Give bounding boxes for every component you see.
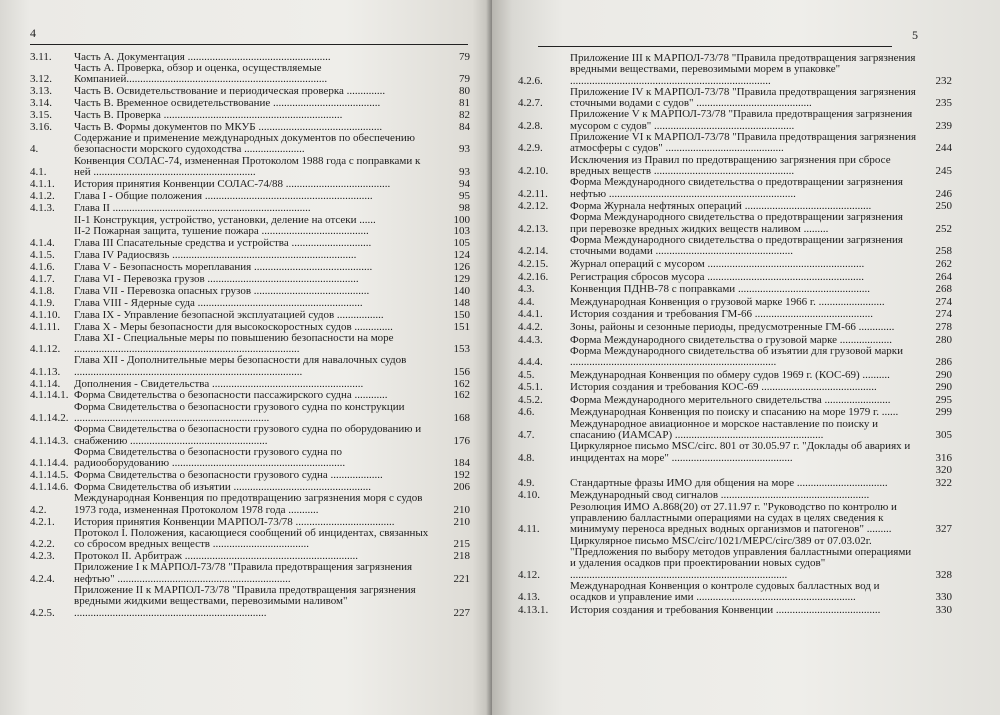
toc-entry-title: Форма Международного мерительного свидетельства ........................ xyxy=(570,393,891,406)
toc-entry-page: 246 xyxy=(935,187,952,200)
toc-entry-title: История принятия Конвенции МАРПОЛ-73/78 .................................... xyxy=(74,515,395,528)
toc-entry-page: 210 xyxy=(453,515,470,528)
toc-entry-title: Протокол I. Положения, касающиеся сообщений об инцидентах, связанных со сбросом вредных веществ ................................... xyxy=(74,526,429,551)
toc-entry-title: Глава VII - Перевозка опасных грузов .......................................... xyxy=(74,284,370,297)
toc-entry-number: 4.1. xyxy=(30,165,47,178)
toc-entry xyxy=(518,321,952,334)
toc-entry xyxy=(30,156,470,179)
toc-entry-number: 4.2. xyxy=(30,503,47,516)
toc-entry-title: Содержание и применение международных документов по обеспечению безопасности морского судоходства ...................... xyxy=(74,132,415,156)
toc-entry-page: 129 xyxy=(453,272,470,285)
toc-entry xyxy=(30,226,470,238)
toc-entry-number: 4.2.16. xyxy=(518,270,549,283)
toc-entry xyxy=(30,470,470,482)
toc-entry xyxy=(518,489,952,502)
toc-entry-number: 4.1.8. xyxy=(30,284,55,297)
toc-entry xyxy=(30,109,470,121)
toc-entry-title: Часть А. Документация .................................................... xyxy=(74,50,331,63)
toc-entry-page: 210 xyxy=(453,503,470,516)
toc-entry-title: Исключения из Правил по предотвращению загрязнения при сбросе вредных веществ ................................................... xyxy=(570,153,891,177)
toc-entry xyxy=(518,270,952,283)
toc-entry-page: 258 xyxy=(935,245,952,258)
toc-entry-number: 4.5.2. xyxy=(518,393,543,406)
toc-entry xyxy=(518,212,952,235)
toc-entry-page: 245 xyxy=(935,164,952,177)
toc-entry-number: 4.2.4. xyxy=(30,572,55,585)
toc-entry-page: 290 xyxy=(935,381,952,394)
toc-entry xyxy=(518,155,952,178)
toc-entry xyxy=(518,603,952,616)
toc-entry-title: Форма Международного свидетельства о предотвращении загрязнения при перевозке вредных жидких веществ наливом ......... xyxy=(570,211,903,235)
toc-entry xyxy=(518,502,952,536)
toc-list xyxy=(518,53,952,616)
toc-entry xyxy=(30,402,470,425)
toc-entry-title: Циркулярное письмо MSC/circ/1021/MEPC/circ/389 от 07.03.02г. "Предложения по выбору методов управления балластными операциями и удаления осадков при проектировании новых судов" ............................................................................... xyxy=(570,534,912,581)
toc-entry-number: 4.3. xyxy=(518,283,535,296)
toc-entry-title: Часть А. Проверка, обзор и оценка, осуществляемые Компанией......................................................................... xyxy=(74,61,328,86)
toc-entry-number: 4.1.14.6. xyxy=(30,481,69,494)
toc-entry xyxy=(518,394,952,407)
toc-entry-page: 239 xyxy=(935,119,952,132)
toc-entry xyxy=(518,308,952,321)
toc-entry-number: 4.5.1. xyxy=(518,381,543,394)
toc-entry-title: Международная Конвенция по обмеру судов 1969 г. (КОС-69) .......... xyxy=(570,368,890,381)
toc-entry-number: 3.11. xyxy=(30,50,52,63)
toc-entry xyxy=(30,390,470,402)
toc-entry-page: 100 xyxy=(453,213,470,226)
toc-entry xyxy=(518,109,952,132)
toc-entry xyxy=(30,333,470,356)
toc-entry-page: 252 xyxy=(935,222,952,235)
toc-entry-page: 232 xyxy=(935,74,952,87)
toc-entry-number: 4.5. xyxy=(518,368,535,381)
toc-entry-title: Форма Международного свидетельства о грузовой марке ................... xyxy=(570,333,893,346)
toc-entry-page: 264 xyxy=(935,270,952,283)
toc-entry-number: 4.13.1. xyxy=(518,603,549,616)
toc-entry-page: 79 xyxy=(459,50,470,63)
toc-entry-page: 320 xyxy=(935,464,952,477)
toc-entry-title: Глава I - Общие положения ............................................................. xyxy=(74,189,373,202)
toc-entry-title: Глава VI - Перевозка грузов ....................................................... xyxy=(74,272,359,285)
toc-entry-number: 4.1.14.5. xyxy=(30,469,69,482)
toc-entry-number: 4.1.10. xyxy=(30,308,61,321)
toc-entry xyxy=(518,536,952,581)
toc-entry-page: 218 xyxy=(453,550,470,563)
toc-entry xyxy=(30,97,470,109)
toc-entry-page: 268 xyxy=(935,283,952,296)
toc-entry-page: 215 xyxy=(453,538,470,551)
toc-entry-number: 3.12. xyxy=(30,73,52,86)
toc-entry-page: 162 xyxy=(453,389,470,402)
toc-entry-number: 4.12. xyxy=(518,568,540,581)
toc-entry xyxy=(30,424,470,447)
toc-entry-title: Стандартные фразы ИМО для общения на море ................................. xyxy=(570,476,888,489)
toc-entry-number: 3.13. xyxy=(30,85,52,98)
toc-entry-number: 4.1.3. xyxy=(30,201,55,214)
toc-entry xyxy=(30,261,470,273)
toc-entry xyxy=(30,250,470,262)
toc-entry-page: 84 xyxy=(459,120,470,133)
toc-entry-page: 124 xyxy=(453,249,470,262)
toc-entry-page: 98 xyxy=(459,201,470,214)
toc-entry xyxy=(30,214,470,226)
toc-entry xyxy=(30,178,470,190)
toc-entry-number: 4.1.4. xyxy=(30,237,55,250)
toc-entry-page: 327 xyxy=(935,523,952,536)
toc-entry-number: 4.1.7. xyxy=(30,272,55,285)
toc-entry-number: 4.13. xyxy=(518,591,540,604)
toc-entry xyxy=(30,297,470,309)
toc-entry-page: 328 xyxy=(935,568,952,581)
toc-entry-page: 184 xyxy=(453,457,470,470)
toc-entry-page: 156 xyxy=(453,365,470,378)
toc-entry xyxy=(30,378,470,390)
toc-entry-page: 274 xyxy=(935,308,952,321)
toc-entry-number: 4.1.14.3. xyxy=(30,434,69,447)
toc-entry-title: Глава II ........................................................................ xyxy=(74,201,311,214)
toc-entry-title: Циркулярное письмо MSC/circ. 801 от 30.05.97 г. "Доклады об авариях и инцидентах на море" ............................................ xyxy=(570,440,911,464)
toc-entry-title: Глава III Спасательные средства и устройства ............................. xyxy=(74,237,372,250)
toc-entry xyxy=(30,528,470,551)
toc-entry-title: Журнал операций с мусором ......................................................... xyxy=(570,257,865,270)
toc-entry-page: 148 xyxy=(453,296,470,309)
toc-entry-title: II-2 Пожарная защита, тушение пожара ....................................... xyxy=(74,225,369,238)
toc-entry-title: Резолюция ИМО А.868(20) от 27.11.97 г. "Руководство по контролю и управлению балластными операциями на судах в целях сведения к минимуму переноса вредных водных организмов и патогенов" ......... xyxy=(570,500,897,536)
toc-entry-title: Глава IX - Управление безопасной эксплуатацией судов ................. xyxy=(74,308,384,321)
toc-entry-number: 4. xyxy=(30,143,39,156)
toc-entry-page: 262 xyxy=(935,257,952,270)
toc-entry-number: 4.1.9. xyxy=(30,296,55,309)
toc-entry-number: 4.4.4. xyxy=(518,356,543,369)
toc-entry-number: 4.11. xyxy=(518,523,540,536)
toc-entry xyxy=(518,258,952,271)
toc-entry-title: Форма Свидетельства о безопасности грузового судна ................... xyxy=(74,469,383,482)
toc-entry-title: Приложение V к МАРПОЛ-73/78 "Правила предотвращения загрязнения мусором с судов" ................................................... xyxy=(570,108,913,132)
toc-entry-title: Международная Конвенция по поиску и спасанию на море 1979 г. ...... xyxy=(570,406,899,419)
toc-entry xyxy=(30,190,470,202)
toc-entry-title: Международная Конвенция о грузовой марке 1966 г. ........................ xyxy=(570,295,885,308)
toc-entry-page: 153 xyxy=(453,343,470,356)
toc-entry-page: 330 xyxy=(935,603,952,616)
toc-entry-title: Форма Свидетельства о безопасности грузового судна по радиооборудованию ............................................................... xyxy=(74,445,346,470)
toc-entry-title: История создания и требования Конвенции ...................................... xyxy=(570,603,881,616)
toc-entry xyxy=(518,295,952,308)
toc-entry-page: 221 xyxy=(453,572,470,585)
toc-entry-page: 80 xyxy=(459,85,470,98)
header-rule xyxy=(30,44,468,45)
toc-entry-title: Форма Международного свидетельства о предотвращении загрязнения сточными водами .................................................. xyxy=(570,234,903,258)
toc-entry-page: 81 xyxy=(459,96,470,109)
toc-entry-number: 4.9. xyxy=(518,476,535,489)
toc-entry-number: 4.4.2. xyxy=(518,320,543,333)
toc-list xyxy=(30,51,470,619)
toc-entry-page: 168 xyxy=(453,412,470,425)
toc-entry-page: 95 xyxy=(459,189,470,202)
toc-entry-title: История создания и требования ГМ-66 ........................................... xyxy=(570,308,874,321)
toc-entry-page: 322 xyxy=(935,476,952,489)
toc-entry-page: 176 xyxy=(453,434,470,447)
toc-entry-page: 305 xyxy=(935,429,952,442)
toc-entry-number: 4.7. xyxy=(518,429,535,442)
toc-entry-number: 4.1.14.4. xyxy=(30,457,69,470)
toc-entry-number: 4.2.7. xyxy=(518,97,543,110)
toc-entry xyxy=(518,177,952,200)
toc-entry-page: 151 xyxy=(453,320,470,333)
toc-entry-title: Глава V - Безопасность мореплавания ........................................... xyxy=(74,261,373,274)
toc-entry xyxy=(30,133,470,156)
page-number: 5 xyxy=(912,28,918,42)
toc-entry-title: История создания и требования КОС-69 .......................................... xyxy=(570,381,877,394)
toc-entry-title: Глава IV Радиосвязь ................................................................... xyxy=(74,249,357,262)
toc-entry-title: Международный свод сигналов ...................................................... xyxy=(570,489,870,502)
toc-entry-number: 4.4. xyxy=(518,295,535,308)
toc-entry-title: Часть В. Проверка ................................................................. xyxy=(74,108,343,121)
toc-entry-number: 4.2.3. xyxy=(30,550,55,563)
toc-entry-number: 3.14. xyxy=(30,96,52,109)
toc-entry-number: 4.2.2. xyxy=(30,538,55,551)
toc-entry xyxy=(518,406,952,419)
toc-entry-page: 94 xyxy=(459,177,470,190)
toc-entry-page: 206 xyxy=(453,481,470,494)
toc-entry-number: 4.6. xyxy=(518,406,535,419)
toc-entry xyxy=(30,85,470,97)
toc-entry-title: Приложение VI к МАРПОЛ-73/78 "Правила предотвращения загрязнения атмосферы с судов" ........................................... xyxy=(570,131,917,155)
toc-entry-page: 316 xyxy=(935,451,952,464)
toc-entry-page: 235 xyxy=(935,97,952,110)
toc-entry-title: Глава XI - Специальные меры по повышению безопасности на море .................................................................................. xyxy=(74,331,394,356)
toc-entry-number: 4.2.10. xyxy=(518,164,549,177)
toc-entry-title: Форма Международного свидетельства об изъятии для грузовой марки ........................................................................... xyxy=(570,344,903,369)
toc-entry-title: Приложение IV к МАРПОЛ-73/78 "Правила предотвращения загрязнения сточными водами с судов" .......................................... xyxy=(570,85,916,110)
toc-entry-page: 162 xyxy=(453,377,470,390)
toc-entry-title: Приложение II к МАРПОЛ-73/78 "Правила предотвращения загрязнения вредными жидкими веществами, перевозимыми наливом" ...................................................................... xyxy=(74,583,416,619)
toc-entry-number: 4.1.14.1. xyxy=(30,389,69,402)
toc-entry-title: Конвенция СОЛАС-74, измененная Протоколом 1988 года с поправками к ней ........................................................... xyxy=(74,154,421,178)
toc-entry-number: 4.2.12. xyxy=(518,200,549,213)
toc-entry-number: 4.1.2. xyxy=(30,189,55,202)
toc-entry-number: 4.1.6. xyxy=(30,261,55,274)
toc-entry-title: Регистрация сбросов мусора ......................................................... xyxy=(570,270,864,283)
toc-entry xyxy=(518,235,952,258)
toc-entry-number: 4.1.12. xyxy=(30,343,61,356)
header-rule xyxy=(538,46,892,47)
toc-entry-title: Часть В. Освидетельствование и периодическая проверка .............. xyxy=(74,85,386,98)
toc-entry-title: Глава X - Меры безопасности для высокоскоростных судов .............. xyxy=(74,320,393,333)
toc-entry-number: 4.2.9. xyxy=(518,142,543,155)
toc-entry-number: 4.2.15. xyxy=(518,257,549,270)
toc-entry-number: 3.15. xyxy=(30,108,52,121)
toc-entry-number: 4.2.5. xyxy=(30,606,55,619)
toc-entry xyxy=(518,333,952,346)
toc-entry-number: 4.2.6. xyxy=(518,74,543,87)
toc-entry xyxy=(30,285,470,297)
toc-entry-page: 93 xyxy=(459,165,470,178)
toc-entry-page: 82 xyxy=(459,108,470,121)
toc-entry-page: 250 xyxy=(935,200,952,213)
toc-entry-page: 126 xyxy=(453,261,470,274)
toc-entry-title: Глава XII - Дополнительные меры безопасности для навалочных судов ................................................................................... xyxy=(74,354,407,378)
toc-entry-page: 150 xyxy=(453,308,470,321)
toc-entry-number: 4.1.13. xyxy=(30,365,61,378)
toc-entry-title: Часть В. Временное освидетельствование ....................................... xyxy=(74,96,381,109)
toc-entry xyxy=(30,273,470,285)
toc-entry-page: 299 xyxy=(935,406,952,419)
toc-entry-number: 4.1.11. xyxy=(30,320,60,333)
toc-entry-number: 4.2.8. xyxy=(518,119,543,132)
toc-entry xyxy=(30,447,470,470)
toc-entry-title: Дополнения - Свидетельства ....................................................... xyxy=(74,377,364,390)
toc-entry-number: 4.4.3. xyxy=(518,333,543,346)
toc-entry xyxy=(518,368,952,381)
toc-entry-page: 278 xyxy=(935,320,952,333)
toc-entry-page: 105 xyxy=(453,237,470,250)
toc-entry-title: Форма Журнала нефтяных операций .............................................. xyxy=(570,200,872,213)
toc-entry-title: Глава VIII - Ядерные суда ............................................................ xyxy=(74,296,363,309)
toc-entry-page: 274 xyxy=(935,295,952,308)
toc-entry-title: Конвенция ПДНВ-78 с поправками ................................................ xyxy=(570,283,870,296)
toc-entry-number: 4.1.5. xyxy=(30,249,55,262)
toc-entry-number: 4.1.14.2. xyxy=(30,412,69,425)
toc-entry xyxy=(30,238,470,250)
toc-entry-page: 93 xyxy=(459,143,470,156)
toc-entry xyxy=(518,87,952,110)
toc-entry xyxy=(30,355,470,378)
toc-entry-number: 4.2.14. xyxy=(518,245,549,258)
toc-entry xyxy=(30,202,470,214)
toc-entry-title: Международная Конвенция по предотвращению загрязнения моря с судов 1973 года, измененная Протоколом 1978 года ........... xyxy=(74,492,423,516)
left-page xyxy=(0,0,492,715)
toc-entry-number: 4.8. xyxy=(518,451,535,464)
toc-entry-page: 192 xyxy=(453,469,470,482)
toc-entry xyxy=(30,585,470,619)
toc-entry-title: Протокол II. Арбитраж ............................................................... xyxy=(74,550,359,563)
toc-entry-number: 4.1.1. xyxy=(30,177,55,190)
toc-entry-number: 4.1.14. xyxy=(30,377,61,390)
toc-entry xyxy=(30,493,470,516)
toc-entry xyxy=(518,441,952,464)
toc-entry-title: Форма Свидетельства о безопасности пассажирского судна ............ xyxy=(74,389,388,402)
toc-entry xyxy=(518,477,952,490)
toc-entry-title: История принятия Конвенции СОЛАС-74/88 ...................................... xyxy=(74,177,391,190)
toc-entry xyxy=(518,283,952,296)
toc-entry-page: 227 xyxy=(453,606,470,619)
toc-entry xyxy=(518,132,952,155)
toc-entry-number: 4.10. xyxy=(518,489,540,502)
toc-entry-number: 4.2.11. xyxy=(518,187,548,200)
toc-entry xyxy=(30,309,470,321)
toc-entry-page: 140 xyxy=(453,284,470,297)
toc-entry-number: 4.2.13. xyxy=(518,222,549,235)
toc-entry-title: Международная Конвенция о контроле судовых балластных вод и осадков и управление ими .......................................................... xyxy=(570,579,880,604)
toc-entry-title: Форма Свидетельства о безопасности грузового судна по оборудованию и снабжению .................................................. xyxy=(74,423,422,447)
page-number: 4 xyxy=(30,26,36,40)
toc-entry-page: 280 xyxy=(935,333,952,346)
toc-entry-page: 79 xyxy=(459,73,470,86)
right-page xyxy=(492,0,1000,715)
toc-entry-page: 290 xyxy=(935,368,952,381)
toc-entry-page: 330 xyxy=(935,591,952,604)
toc-entry xyxy=(518,464,952,477)
toc-entry xyxy=(518,581,952,604)
toc-entry-page: 103 xyxy=(453,225,470,238)
toc-entry-title: Международное авиационное и морское наставление по поиску и спасанию (ИАМСАР) ...................................................... xyxy=(570,417,879,442)
toc-entry-page: 286 xyxy=(935,356,952,369)
toc-entry-number: 3.16. xyxy=(30,120,52,133)
toc-entry-number: 4.2.1. xyxy=(30,515,55,528)
toc-entry-title: Зоны, районы и сезонные периоды, предусмотренные ГМ-66 ............. xyxy=(570,320,895,333)
toc-entry-page: 244 xyxy=(935,142,952,155)
toc-entry-title: II-1 Конструкция, устройство, установки, деление на отсеки ...... xyxy=(74,213,376,226)
toc-entry-title: Часть В. Формы документов по МКУБ ............................................. xyxy=(74,120,383,133)
toc-entry xyxy=(518,53,952,87)
toc-entry-title: Форма Международного свидетельства о предотвращении загрязнения нефтью .................................................................... xyxy=(570,176,903,200)
toc-entry xyxy=(30,63,470,86)
toc-entry xyxy=(518,346,952,369)
toc-entry xyxy=(518,419,952,442)
toc-entry xyxy=(30,562,470,585)
toc-entry-title: Приложение I к МАРПОЛ-73/78 "Правила предотвращения загрязнения нефтью" ............................................................... xyxy=(74,561,413,585)
toc-entry xyxy=(518,381,952,394)
toc-entry-number: 4.4.1. xyxy=(518,308,543,321)
toc-entry-title: Форма Свидетельства об изъятии .................................................. xyxy=(74,481,371,494)
toc-entry-title: Приложение III к МАРПОЛ-73/78 "Правила предотвращения загрязнения вредными веществами, перевозимыми морем в упаковке" ......................................................................... xyxy=(570,52,916,87)
toc-entry-title: Форма Свидетельства о безопасности грузового судна по конструкции ....................................................................... xyxy=(74,400,405,425)
toc-entry-page: 295 xyxy=(935,393,952,406)
